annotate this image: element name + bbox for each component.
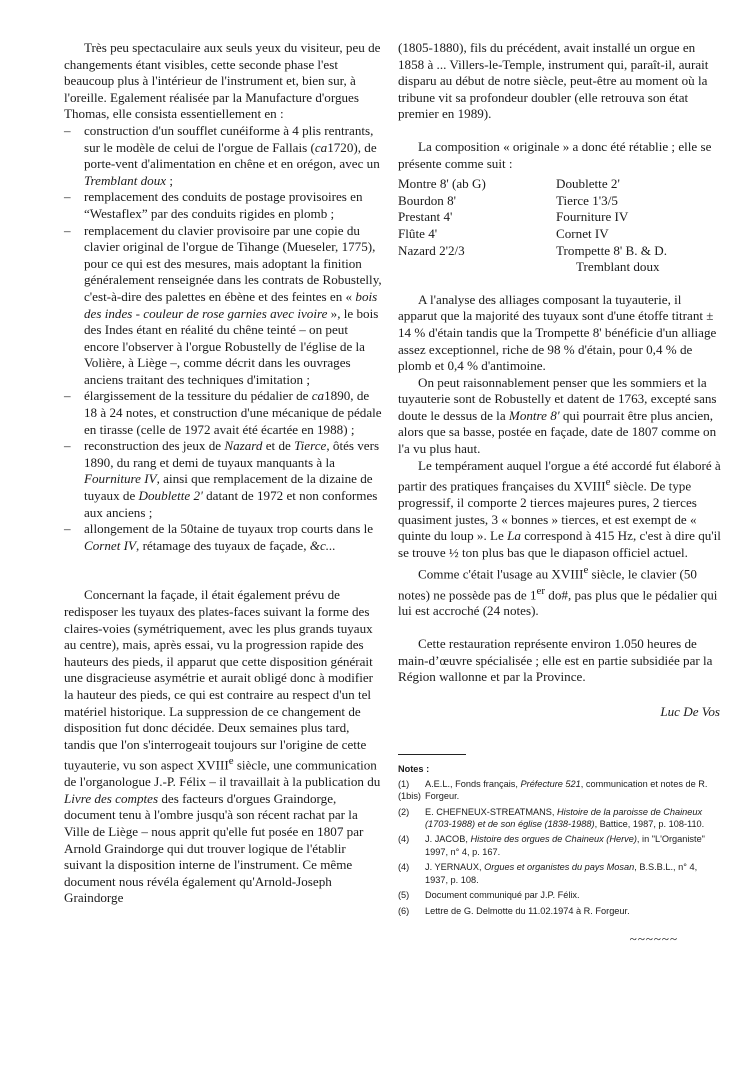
paragraph-text: des facteurs d'orgues Graindorge, document tenu à l'ombre jusqu'à son récent rachat par la Ville de Liège – nous apprit qu'elle fut posée en 1807 par Arnold Graindorge qui dut trouver logique de l'établir suivant la disposition interne de l'instrument. Ce même document nous révéla également qu'Arnold-Joseph Graindorge [64, 790, 364, 906]
footnote-text [425, 889, 722, 901]
paragraph-text: do#, pas plus que le pédalier qui lui est accroché (24 notes). [398, 586, 718, 619]
footnote-part: J. JACOB, [425, 834, 471, 845]
list-item [64, 438, 382, 521]
item-italic: Tremblant doux [84, 172, 167, 188]
works-list [64, 123, 382, 554]
list-item [64, 123, 382, 189]
item-text: 1890, de 18 à 24 notes, et construction d'une mécanique de pédale en tirasse (celle de 1972 avait été écartée en 1988) ; [84, 388, 382, 437]
stop-item: Flûte 4' [398, 225, 438, 241]
stop-item: Trompette 8' B. & D. [556, 242, 667, 258]
footnote-part: , in "L'Organiste" 1997, n° 4, p. 167. [425, 834, 705, 857]
list-item [64, 521, 382, 554]
item-italic: Fourniture IV [84, 471, 157, 487]
facade-paragraph [64, 587, 382, 907]
footnote-part: Document communiqué par J.P. Félix. [425, 890, 580, 901]
item-italic: ca [314, 139, 328, 155]
paragraph-text: On peut raisonnablement penser que les sommiers et la tuyauterie sont de Robustelly et datent de 1763, excepté sans doute le dessus de la [398, 374, 717, 423]
footnote-number: (6) [398, 905, 410, 916]
item-text: », le bois des Indes étant en réalité du chêne teinté – on peut encore l'observer à l'orgue Robustelly de l'église de la Volière, à Liège –, comme décrit dans les ouvrages anciens traitant des techniques d'imitation ; [84, 305, 379, 387]
item-text: reconstruction des jeux de [84, 438, 225, 454]
stop-item: Doublette 2' [556, 176, 620, 192]
paragraph-text: siècle, le clavier (50 notes) ne possède pas de 1 [398, 565, 697, 602]
continuation-paragraph: (1805-1880), fils du précédent, avait installé un orgue en 1858 à ... Villers-le-Temple, instrument qui, paraît-il, aurait disparu au début de notre siècle, peut-être au moment où la tribune vit sa profondeur doubler (elle retrouva son état premier en 1989). [398, 40, 709, 122]
footnote-part: , communication et notes de R. Forgeur. [425, 778, 708, 802]
footnote-part: A.E.L., Fonds français, [425, 778, 521, 789]
paragraph-text: Comme c'était l'usage au XVIII [418, 565, 584, 581]
paragraph-text: Concernant la façade, il était également prévu de redisposer les tuyaux des plates-faces suivant la forme des claires-voies (symétriquement, avec les plus grands tuyaux au centre), mais, après essai, vu la progression rapide des hauteurs des pieds, il apparut que cette disposition générait une disgracieuse asymétrie et aurait obligé donc à modifier la hauteur des pieds, ce qui est contraire au respect d'un tel matériel historique. La suppression de ce changement de disposition fut donc décidée. Deux semaines plus tard, tandis que l'on s'interrogeait toujours sur l'origine de cette tuyauterie, vu son aspect XVIII [64, 587, 374, 773]
stop-list-left [398, 176, 556, 276]
footnote-number: (4) [398, 834, 410, 845]
stop-item: Cornet IV [556, 225, 609, 241]
footnote-italic: Histoire des orgues de Chaineux (Herve) [470, 834, 637, 845]
item-text: remplacement du clavier provisoire par une copie du clavier original de l'orgue de Tihange (Mueseler, 1775), pour ce qui est des mesures, mais adoptant la finition généralement renseignée dans les contrats de Robustelly, c'est-à-dire des palettes en ébène et des feintes en « [84, 222, 382, 304]
notes-heading: Notes : [398, 764, 430, 775]
item-text: , ôtés vers 1890, du rang et demi de tuyaux manquants à la [84, 438, 380, 470]
item-italic: ca [311, 388, 325, 404]
item-text: élargissement de la tessiture du pédalier de [84, 388, 312, 404]
footnote-text [425, 905, 722, 917]
item-italic: bois des indes - couleur de rose garnies avec ivoire [84, 288, 378, 321]
footnote-part: , B.S.B.L., n° 4, 1937, p. 108. [425, 862, 698, 885]
footnote-item [398, 905, 722, 917]
footnote-italic: Préfecture 521 [520, 778, 581, 789]
footnote-item [398, 833, 722, 858]
footnote-text [425, 861, 722, 886]
stop-item: Tremblant doux [576, 259, 660, 275]
footnote-number: (5) [398, 890, 410, 901]
superscript: er [536, 584, 546, 597]
paragraph-text: qui pourrait être plus ancien, alors que sa basse, postée en façade, date de 1807 comme on l'a vu plus haut. [398, 407, 717, 457]
stop-item: Bourdon 8' [398, 192, 457, 208]
item-italic: Cornet IV [84, 537, 137, 553]
paragraph-italic: La [507, 528, 521, 544]
stop-list-right [556, 176, 722, 276]
item-text: , ainsi que remplacement de la dizaine de tuyaux de [84, 471, 373, 504]
item-text: ; [166, 172, 174, 188]
stop-list [398, 176, 722, 276]
temperament-paragraph [398, 458, 722, 562]
item-text: remplacement des conduits de postage provisoires en “Westaflex” par des conduits rigides en plomb ; [84, 189, 363, 221]
paragraph-text: Le tempérament auquel l'orgue a été accordé fut élaboré à partir des pratiques françaises du XVIII [398, 457, 721, 494]
right-column [398, 40, 722, 948]
item-text: allongement de la 50taine de tuyaux trop courts dans le [84, 521, 374, 537]
composition-intro: La composition « originale » a donc été rétablie ; elle se présente comme suit : [398, 138, 712, 171]
item-italic: Nazard [224, 438, 263, 454]
footnote-text [425, 806, 722, 831]
footnote-number: (2) [398, 806, 410, 817]
item-italic: &c... [309, 537, 336, 553]
paragraph-text: correspond à 415 Hz, c'est à dire qu'il se trouve ½ ton plus bas que le diapason officiel actuel. [398, 528, 721, 560]
item-text: 1720), de porte-vent d'alimentation en chêne et en orégon, avec un [84, 139, 380, 172]
sommiers-paragraph [398, 375, 722, 458]
footnote-part: , Battice, 1987, p. 108-110. [594, 819, 705, 830]
footnote-italic: Orgues et organistes du pays Mosan [484, 862, 635, 873]
footnote-text [425, 833, 722, 858]
item-italic: Doublette 2' [138, 488, 203, 504]
stop-item: Prestant 4' [398, 209, 453, 225]
footnote-divider [398, 754, 466, 755]
list-item [64, 189, 382, 222]
left-column [64, 40, 382, 907]
superscript: e [605, 476, 611, 489]
paragraph-text: siècle, une communication de l'organologue J.-P. Félix – il travaillait à la publication du [64, 757, 381, 790]
restoration-paragraph: Cette restauration représente environ 1.050 heures de main-d’œuvre spécialisée ; elle est en partie subsidiée par la Région wallonne et par la Province. [398, 636, 713, 685]
footnotes [398, 763, 722, 916]
alloy-paragraph: A l'analyse des alliages composant la tuyauterie, il apparut que la majorité des tuyaux sont d'une étoffe titrant ± 14 % d'étain tandis que la Trompette 8' bénéficie d'un alliage assez exceptionnel, riche de 98 % d'étain, pour 0,4 % de plomb et 0,4 % d'antimoine. [398, 291, 717, 374]
footnote-item [398, 889, 722, 901]
paragraph-italic: Livre des comptes [64, 790, 159, 806]
list-item [64, 223, 382, 389]
item-italic: Tierce [294, 438, 327, 454]
paragraph-text: siècle. De type progressif, il comporte 2 tierces majeures pures, 2 tierces quasiment justes, 3 « bonnes » tierces, et est exempt de « quinte du loup ». Le [398, 478, 697, 544]
footnote-part: J. YERNAUX, [425, 862, 485, 873]
superscript: e [583, 563, 589, 576]
item-text: et de [262, 438, 295, 454]
footnote-item [398, 806, 722, 831]
item-text: construction d'un soufflet cunéiforme à 4 plis rentrants, sur le modèle de celui de l'orgue de Fallais ( [84, 122, 374, 155]
footnote-item [398, 778, 722, 803]
stop-item: Fourniture IV [556, 209, 629, 225]
footnote-part: E. CHEFNEUX-STREATMANS, [425, 806, 558, 817]
stop-item: Nazard 2'2/3 [398, 242, 465, 258]
footnote-item [398, 861, 722, 886]
footnote-italic: Histoire de la paroisse de Chaineux (1703-1988) et de son église (1838-1988) [425, 806, 703, 830]
footnote-part: Lettre de G. Delmotte du 11.02.1974 à R. Forgeur. [425, 905, 630, 916]
usage-paragraph [398, 562, 722, 621]
intro-paragraph: Très peu spectaculaire aux seuls yeux du visiteur, peu de changements étant visibles, cette seconde phase l'est beaucoup plus à l'intérieur de l'instrument et, bien sur, à l'oreille. Egalement réalisée par la Manufacture d'orgues Thomas, elle consista essentiellement en : [64, 40, 381, 122]
paragraph-italic: Montre 8' [508, 407, 560, 423]
superscript: e [228, 755, 234, 768]
footnote-number: (1) (1bis) [398, 778, 421, 802]
stop-item: Montre 8' (ab G) [398, 176, 486, 192]
author-signature: Luc De Vos [660, 703, 720, 719]
item-text: datant de 1972 et non conformes aux anciens ; [84, 488, 378, 520]
footnote-text [425, 778, 722, 803]
list-item [64, 388, 382, 438]
footnote-number: (4) [398, 862, 410, 873]
item-text: , rétamage des tuyaux de façade, [136, 537, 310, 553]
end-ornament: ~~~~~~ [629, 930, 678, 946]
stop-item: Tierce 1'3/5 [556, 192, 618, 208]
